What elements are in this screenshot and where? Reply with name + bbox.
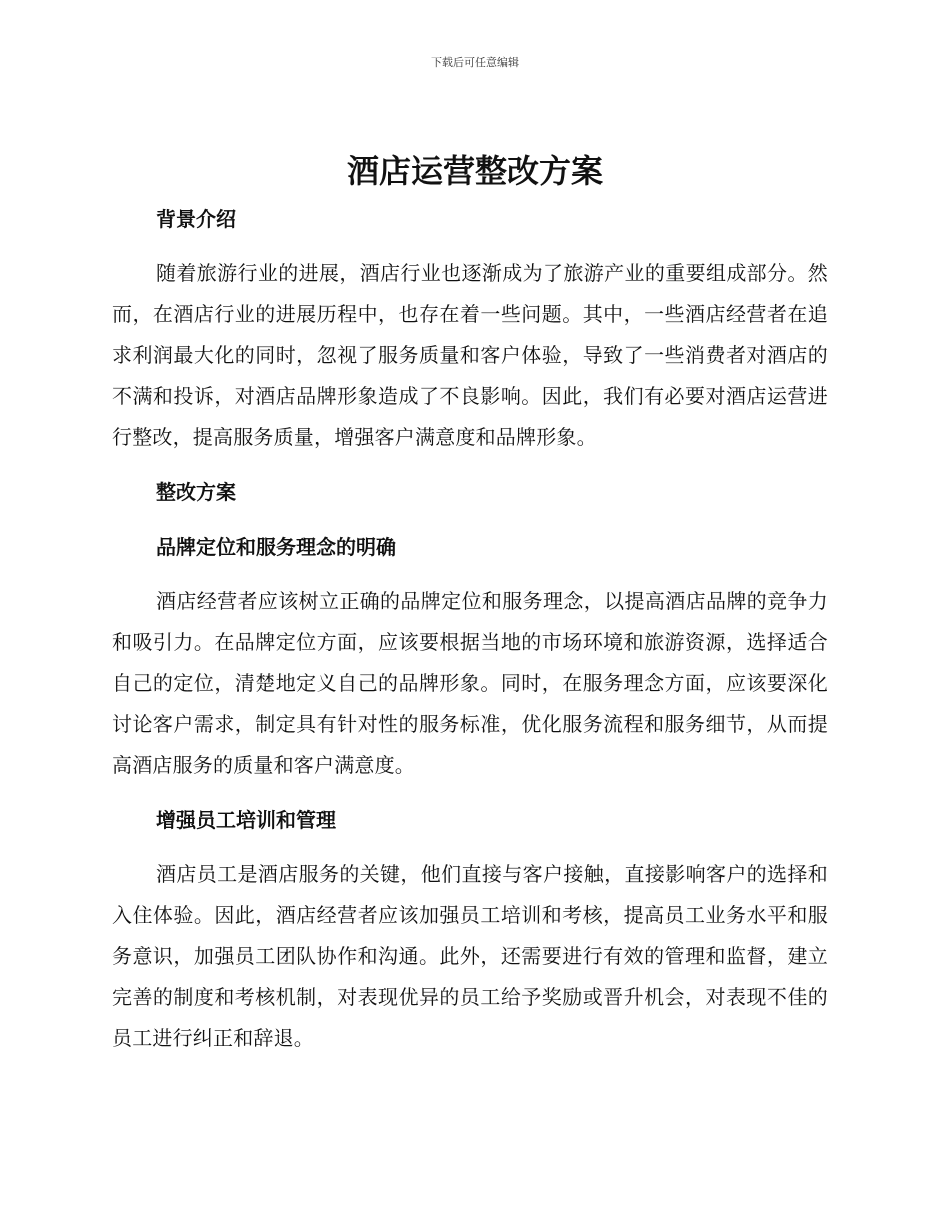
paragraph-brand: 酒店经营者应该树立正确的品牌定位和服务理念，以提高酒店品牌的竞争力和吸引力。在品牌定位方面，应该要根据当地的市场环境和旅游资源，选择适合自己的定位，清楚地定义自己的品牌形象。同时，在服务理念方面，应该要深化讨论客户需求，制定具有针对性的服务标准，优化服务流程和服务细节，从而提高酒店服务的质量和客户满意度。 [112, 589, 828, 777]
section-heading-staff: 增强员工培训和管理 [156, 808, 336, 832]
paragraph-staff: 酒店员工是酒店服务的关键，他们直接与客户接触，直接影响客户的选择和入住体验。因此，酒店经营者应该加强员工培训和考核，提高员工业务水平和服务意识，加强员工团队协作和沟通。此外，还需要进行有效的管理和监督，建立完善的制度和考核机制，对表现优异的员工给予奖励或晋升机会，对表现不佳的员工进行纠正和辞退。 [112, 862, 828, 1050]
section-heading-background: 背景介绍 [156, 207, 236, 231]
document-body [112, 198, 828, 1059]
document-title: 酒店运营整改方案 [346, 152, 603, 190]
paragraph-background: 随着旅游行业的进展，酒店行业也逐渐成为了旅游产业的重要组成部分。然而，在酒店行业的进展历程中，也存在着一些问题。其中，一些酒店经营者在追求利润最大化的同时，忽视了服务质量和客户体验，导致了一些消费者对酒店的不满和投诉，对酒店品牌形象造成了不良影响。因此，我们有必要对酒店运营进行整改，提高服务质量，增强客户满意度和品牌形象。 [112, 261, 828, 449]
page-header: 下载后可任意编辑 [431, 56, 519, 69]
section-heading-plan: 整改方案 [156, 480, 236, 504]
section-heading-brand: 品牌定位和服务理念的明确 [156, 535, 396, 559]
